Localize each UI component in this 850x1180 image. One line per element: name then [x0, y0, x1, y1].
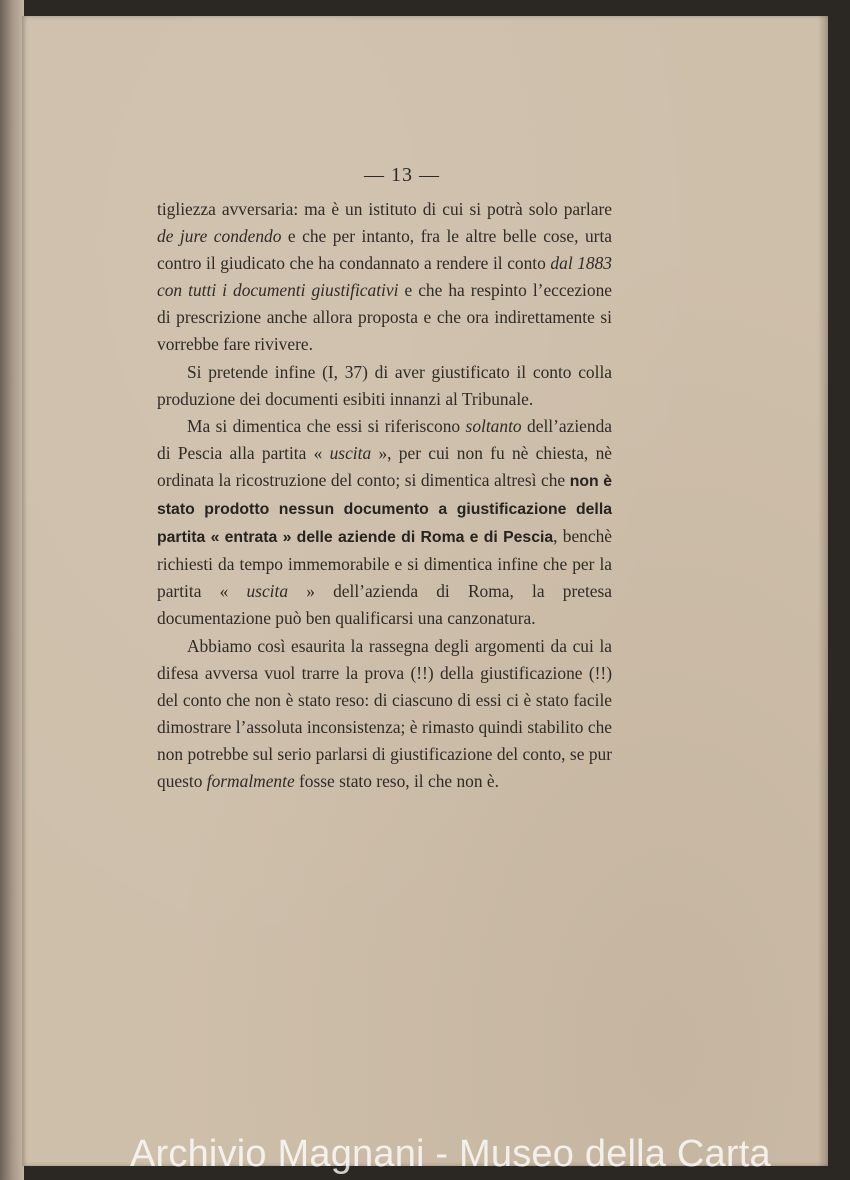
paragraph-1 — [157, 196, 612, 359]
bold-segment: non è stato prodotto nessun documento a giustificazione della partita « entrata » delle aziende di Roma e di Pescia — [157, 472, 613, 547]
italic-segment: uscita — [329, 442, 372, 463]
italic-segment: de jure condendo — [157, 226, 282, 247]
text-segment: dell’azienda di Pescia alla partita « — [157, 415, 612, 463]
paragraph-4 — [157, 633, 612, 796]
paragraph-2 — [157, 359, 612, 413]
text-segment: », per cui non fu nè chiesta, nè ordinata la ricostruzione del conto; si dimentica altresì che — [157, 442, 612, 490]
text-segment: » dell’azienda di Roma, la pretesa documentazione può ben qualificarsi una canzonatura. — [157, 581, 612, 629]
text-segment: Ma si dimentica che essi si riferiscono — [187, 415, 466, 436]
page-number: — 13 — — [364, 164, 440, 186]
text-segment: e che ha respinto l’eccezione di prescrizione anche allora proposta e che ora indirettamente si vorrebbe fare rivivere. — [157, 280, 612, 355]
text-segment: fosse stato reso, il che non è. — [294, 770, 499, 791]
page-edge-shadow — [818, 16, 828, 1166]
archive-watermark: Archivio Magnani - Museo della Carta — [130, 1133, 771, 1175]
text-segment: , benchè richiesti da tempo immemorabile e si dimentica infine che per la partita « — [157, 526, 612, 602]
text-segment: Si pretende infine (I, 37) di aver giustificato il conto colla produzione dei documenti esibiti innanzi al Tribunale. — [157, 361, 612, 409]
italic-segment: dal 1883 con tutti i documenti giustificativi — [157, 253, 613, 301]
document-page — [22, 16, 828, 1166]
body-text — [157, 196, 612, 795]
text-segment: Abbiamo così esaurita la rassegna degli argomenti da cui la difesa avversa vuol trarre la prova (!!) della giustificazione (!!) del conto che non è stato reso: di ciascuno di essi ci è stato facile dimostrare l’assoluta inconsistenza; è rimasto quindi stabilito che non potrebbe sul serio parlarsi di giustificazione del conto, se pur questo — [157, 635, 612, 791]
left-page-edge — [0, 0, 24, 1180]
italic-segment: soltanto — [465, 415, 522, 436]
text-segment: e che per intanto, fra le altre belle cose, urta contro il giudicato che ha condannato a rendere il conto — [157, 226, 612, 274]
italic-segment: uscita — [246, 581, 289, 602]
paragraph-3 — [157, 413, 612, 633]
text-segment: tigliezza avversaria: ma è un istituto di cui si potrà solo parlare — [157, 199, 612, 219]
italic-segment: formalmente — [206, 770, 295, 791]
